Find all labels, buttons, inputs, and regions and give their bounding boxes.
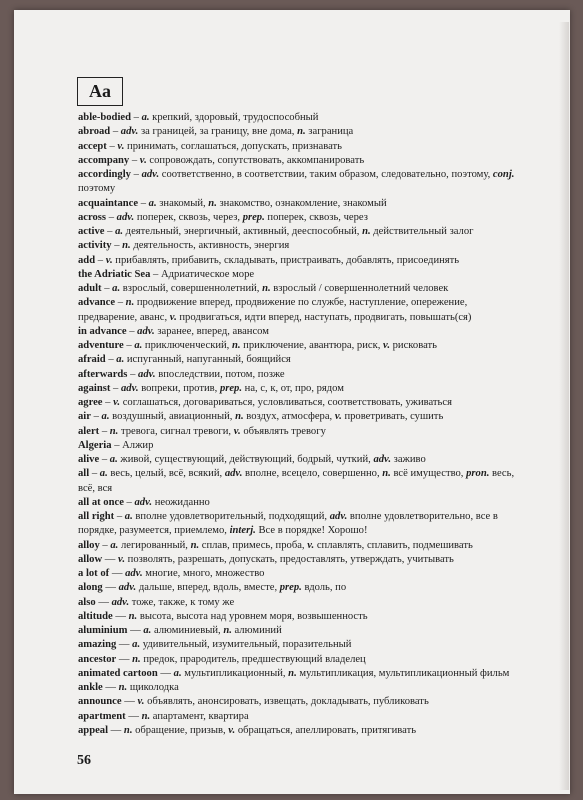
part-of-speech: v. (334, 411, 342, 423)
headword: altitude (78, 610, 113, 622)
translation-text: впоследствии, потом, позже (155, 368, 285, 380)
dictionary-entry (78, 695, 518, 709)
part-of-speech: v. (117, 140, 125, 152)
dictionary-entry (78, 510, 518, 539)
translation-text: всё имущество, (390, 468, 467, 480)
dictionary-entry (78, 667, 518, 681)
entry-separator: – (95, 254, 106, 266)
translation-text: деятельность, активность, энергия (130, 240, 290, 252)
page-number: 56 (77, 753, 91, 768)
dictionary-entry (78, 610, 518, 624)
translation-text: на, с, к, от, про, рядом (242, 382, 344, 394)
part-of-speech: a. (99, 468, 108, 480)
part-of-speech: n. (128, 610, 138, 622)
headword: announce (78, 696, 122, 708)
entry-separator: — (157, 667, 174, 679)
entry-separator: — (127, 625, 144, 636)
dictionary-entry (78, 410, 518, 424)
translation-text: воздушный, авиационный, (109, 411, 236, 423)
entry-separator: – (106, 211, 117, 223)
dictionary-entry (78, 638, 518, 652)
entry-separator: – (130, 169, 142, 180)
entry-separator: – (106, 140, 118, 152)
part-of-speech: n. (132, 653, 141, 665)
part-of-speech: a. (124, 511, 133, 522)
dictionary-entry (78, 681, 518, 695)
entry-separator: – (138, 197, 149, 209)
part-of-speech: n. (123, 724, 133, 736)
dictionary-entry (78, 140, 518, 154)
part-of-speech: a. (116, 354, 125, 366)
translation-text: проветривать, сушить (341, 411, 444, 423)
headword: in advance (78, 325, 127, 337)
entry-separator: – (130, 112, 142, 123)
part-of-speech: a. (148, 197, 157, 209)
dictionary-entry (78, 368, 518, 382)
headword: active (78, 226, 105, 237)
entry-separator: – (105, 354, 117, 366)
translation-text: предок, прародитель, предшествующий владелец (140, 653, 366, 665)
translation-text: вдоль, по (301, 582, 347, 594)
headword: against (78, 382, 111, 394)
translation-text: обращаться, апеллировать, притягивать (235, 724, 417, 736)
entry-separator: – (90, 411, 102, 423)
translation-text: Все в порядке! Хорошо! (255, 525, 368, 537)
headword: alive (78, 454, 100, 465)
translation-text: тревога, сигнал тревоги, (118, 425, 234, 437)
translation-text: заживо (391, 454, 426, 465)
entry-separator: — (125, 710, 142, 722)
part-of-speech: a. (115, 226, 124, 237)
part-of-speech: a. (132, 639, 141, 651)
part-of-speech: v. (118, 553, 125, 565)
dictionary-entry (78, 296, 518, 325)
entry-separator: — (95, 596, 112, 608)
part-of-speech: v. (228, 724, 236, 736)
part-of-speech: v. (139, 154, 147, 166)
dictionary-entry (78, 596, 518, 610)
dictionary-entry (78, 168, 518, 197)
part-of-speech: n. (297, 126, 306, 138)
part-of-speech: n. (223, 625, 232, 636)
dictionary-entry (78, 211, 518, 225)
entry-separator: — (108, 724, 124, 736)
part-of-speech: a. (112, 283, 121, 294)
translation-text: испуганный, напуганный, боящийся (124, 354, 291, 366)
translation-text: взрослый / совершеннолетний человек (270, 283, 449, 294)
part-of-speech: conj. (492, 169, 515, 180)
part-of-speech: v. (105, 254, 113, 266)
part-of-speech: a. (110, 539, 119, 551)
entry-separator: – (111, 439, 123, 451)
translation-text: объявлять тревогу (240, 425, 326, 437)
dictionary-entry (78, 353, 518, 367)
translation-text: неожиданно (152, 496, 210, 508)
translation-text: вопреки, против, (138, 382, 220, 394)
translation-text: рисковать (389, 340, 437, 351)
part-of-speech: v. (169, 311, 177, 323)
dictionary-entry (78, 239, 518, 253)
headword: agree (78, 397, 103, 408)
translation-text: дальше, вперед, вдоль, вместе, (136, 582, 280, 594)
entry-separator: — (109, 568, 126, 579)
section-letter: Aa (77, 77, 123, 106)
translation-text: продвигаться, идти вперед, наступать, продвигать, повышать(ся) (176, 311, 472, 323)
translation-text: апартамент, квартира (150, 710, 249, 722)
entry-separator: — (121, 696, 138, 708)
part-of-speech: a. (101, 411, 110, 423)
part-of-speech: prep. (242, 211, 265, 223)
part-of-speech: prep. (279, 582, 302, 594)
dictionary-entry (78, 624, 518, 638)
part-of-speech: a. (143, 625, 152, 636)
entry-list (78, 111, 518, 738)
entry-separator: – (101, 283, 113, 294)
translation-text: сплавлять, сплавить, подмешивать (314, 539, 473, 551)
headword: afraid (78, 354, 106, 366)
headword: allow (78, 553, 103, 565)
entry-separator: — (112, 610, 129, 622)
headword: aluminium (78, 625, 128, 636)
part-of-speech: a. (109, 454, 118, 465)
dictionary-entry (78, 225, 518, 239)
part-of-speech: n. (208, 197, 217, 209)
translation-text: заранее, вперед, авансом (154, 325, 269, 337)
entry-separator: – (127, 368, 139, 380)
dictionary-entry (78, 425, 518, 439)
part-of-speech: adv. (329, 511, 348, 522)
part-of-speech: n. (141, 710, 151, 722)
translation-text: крепкий, здоровый, трудоспособный (149, 112, 319, 123)
dictionary-entry (78, 653, 518, 667)
entry-separator: – (114, 511, 125, 522)
headword: the Adriatic Sea (78, 268, 151, 280)
translation-text: многие, много, множество (142, 568, 265, 579)
part-of-speech: adv. (120, 382, 139, 394)
part-of-speech: n. (190, 539, 200, 551)
entry-separator: – (102, 397, 114, 408)
translation-text: поэтому (78, 183, 116, 195)
translation-text: алюминий (231, 625, 282, 636)
headword: amazing (78, 639, 117, 651)
dictionary-entry (78, 453, 518, 467)
entry-separator: — (116, 653, 133, 665)
translation-text: приключение, авантюра, риск, (240, 340, 384, 351)
translation-text: приключенческий, (142, 340, 232, 351)
part-of-speech: adv. (134, 496, 153, 508)
part-of-speech: v. (113, 397, 121, 408)
translation-text: принимать, соглашаться, допускать, признавать (124, 140, 343, 152)
dictionary-entry (78, 382, 518, 396)
translation-text: вполне удовлетворительно, все в порядке, разумеется, приемлемо, (78, 511, 498, 537)
headword: all (78, 468, 90, 480)
entry-separator: – (99, 539, 111, 551)
part-of-speech: n. (382, 468, 391, 480)
entry-separator: – (129, 154, 140, 166)
translation-text: вполне, всецело, совершенно, (242, 468, 383, 480)
headword: activity (78, 240, 112, 252)
translation-text: соглашаться, договариваться, условливаться, соответствовать, уживаться (120, 397, 452, 408)
translation-text: поперек, сквозь, через, (134, 211, 243, 223)
entry-separator: – (110, 382, 121, 394)
translation-text: действительный залог (370, 226, 474, 237)
translation-text: весь, целый, всё, всякий, (107, 468, 225, 480)
entry-separator: – (99, 454, 110, 465)
translation-text: Алжир (122, 439, 154, 451)
translation-text: знакомство, ознакомление, знакомый (216, 197, 387, 209)
translation-text: мультипликация, мультипликационный фильм (296, 667, 510, 679)
part-of-speech: a. (134, 340, 143, 351)
part-of-speech: n. (118, 682, 128, 693)
headword: accept (78, 140, 107, 152)
part-of-speech: n. (288, 667, 297, 679)
entry-separator: – (115, 297, 126, 309)
part-of-speech: n. (235, 411, 244, 423)
part-of-speech: adv. (138, 368, 156, 380)
part-of-speech: adv. (118, 582, 137, 594)
headword: advance (78, 297, 116, 309)
dictionary-entry (78, 539, 518, 553)
translation-text: сопровождать, сопутствовать, аккомпанировать (146, 154, 365, 166)
dictionary-entry (78, 396, 518, 410)
translation-text: щиколодка (127, 682, 179, 693)
translation-text: сплав, примесь, проба, (199, 539, 308, 551)
translation-text: обращение, призыв, (132, 724, 229, 736)
headword: Algeria (78, 439, 112, 451)
part-of-speech: n. (262, 283, 271, 294)
part-of-speech: prep. (219, 382, 243, 394)
part-of-speech: interj. (229, 525, 256, 537)
translation-text: продвижение вперед, продвижение по службе, наступление, опережение, предварение, аванс, (78, 297, 468, 323)
entry-separator: – (104, 226, 116, 237)
page-edge (559, 22, 569, 790)
headword: afterwards (78, 368, 128, 380)
part-of-speech: v. (137, 696, 145, 708)
translation-text: позволять, разрешать, допускать, предоставлять, утверждать, учитывать (125, 553, 454, 565)
part-of-speech: pron. (466, 468, 490, 480)
entry-separator: – (99, 425, 110, 437)
dictionary-page (14, 10, 570, 794)
part-of-speech: adv. (111, 596, 130, 608)
entry-separator: – (150, 268, 161, 280)
headword: along (78, 582, 103, 594)
part-of-speech: n. (125, 297, 135, 309)
part-of-speech: adv. (141, 169, 160, 180)
headword: alert (78, 425, 100, 437)
translation-text: знакомый, (156, 197, 209, 209)
part-of-speech: adv. (120, 126, 139, 138)
translation-text: тоже, также, к тому же (129, 596, 235, 608)
headword: accordingly (78, 169, 131, 180)
headword: a lot of (78, 568, 110, 579)
dictionary-entry (78, 567, 518, 581)
dictionary-entry (78, 710, 518, 724)
entry-separator: – (123, 496, 135, 508)
headword: appeal (78, 724, 109, 736)
translation-text: алюминиевый, (151, 625, 224, 636)
dictionary-entry (78, 325, 518, 339)
part-of-speech: n. (231, 340, 241, 351)
entry-separator: – (110, 126, 121, 138)
entry-separator: — (102, 682, 119, 693)
dictionary-entry (78, 111, 518, 125)
translation-text: вполне удовлетворительный, подходящий, (132, 511, 330, 522)
dictionary-entry (78, 439, 518, 453)
dictionary-entry (78, 581, 518, 595)
part-of-speech: a. (173, 667, 182, 679)
translation-text: деятельный, энергичный, активный, дееспособный, (123, 226, 363, 237)
translation-text: легированный, (118, 539, 191, 551)
entry-separator: — (102, 553, 119, 565)
entry-separator: – (89, 468, 100, 480)
headword: acquaintance (78, 197, 139, 209)
part-of-speech: adv. (116, 211, 135, 223)
dictionary-entry (78, 724, 518, 738)
headword: able-bodied (78, 112, 131, 123)
part-of-speech: n. (362, 226, 371, 237)
headword: across (78, 211, 107, 223)
dictionary-entry (78, 268, 518, 282)
part-of-speech: adv. (224, 468, 243, 480)
headword: add (78, 254, 96, 266)
headword: adventure (78, 340, 124, 351)
entry-separator: – (111, 240, 123, 252)
part-of-speech: n. (109, 425, 119, 437)
dictionary-entry (78, 467, 518, 496)
headword: ankle (78, 682, 103, 693)
translation-text: весь, всё, вся (78, 468, 515, 494)
translation-text: удивительный, изумительный, поразительный (140, 639, 352, 651)
part-of-speech: v. (233, 425, 241, 437)
part-of-speech: v. (307, 539, 315, 551)
entry-separator: – (126, 325, 138, 337)
dictionary-entry (78, 125, 518, 139)
translation-text: взрослый, совершеннолетний, (120, 283, 263, 294)
dictionary-entry (78, 254, 518, 268)
translation-text: живой, существующий, действующий, бодрый, чуткий, (117, 454, 374, 465)
headword: ancestor (78, 653, 117, 665)
dictionary-entry (78, 197, 518, 211)
headword: also (78, 596, 96, 608)
translation-text: объявлять, анонсировать, извещать, докладывать, публиковать (144, 696, 429, 708)
part-of-speech: v. (383, 340, 390, 351)
entry-separator: — (102, 582, 119, 594)
headword: alloy (78, 539, 100, 551)
headword: air (78, 411, 91, 423)
translation-text: Адриатическое море (160, 268, 255, 280)
translation-text: за границей, за границу, вне дома, (138, 126, 298, 138)
part-of-speech: n. (122, 240, 131, 252)
headword: all right (78, 511, 115, 522)
translation-text: мультипликационный, (181, 667, 289, 679)
headword: all at once (78, 496, 124, 508)
dictionary-entry (78, 282, 518, 296)
dictionary-entry (78, 154, 518, 168)
translation-text: прибавлять, прибавить, складывать, пристраивать, добавлять, присоединять (112, 254, 460, 266)
translation-text: соответственно, в соответствии, таким образом, следовательно, поэтому, (159, 169, 493, 180)
headword: animated cartoon (78, 667, 158, 679)
entry-separator: — (116, 639, 133, 651)
dictionary-entry (78, 553, 518, 567)
entry-separator: – (123, 340, 135, 351)
dictionary-entry (78, 496, 518, 510)
translation-text: заграница (305, 126, 354, 138)
translation-text: поперек, сквозь, через (264, 211, 368, 223)
headword: apartment (78, 710, 126, 722)
headword: abroad (78, 126, 111, 138)
part-of-speech: a. (141, 112, 150, 123)
part-of-speech: adv. (125, 568, 143, 579)
part-of-speech: adv. (137, 325, 155, 337)
translation-text: высота, высота над уровнем моря, возвышенность (137, 610, 368, 622)
dictionary-entry (78, 339, 518, 353)
headword: adult (78, 283, 102, 294)
headword: accompany (78, 154, 130, 166)
translation-text: воздух, атмосфера, (243, 411, 335, 423)
part-of-speech: adv. (373, 454, 392, 465)
